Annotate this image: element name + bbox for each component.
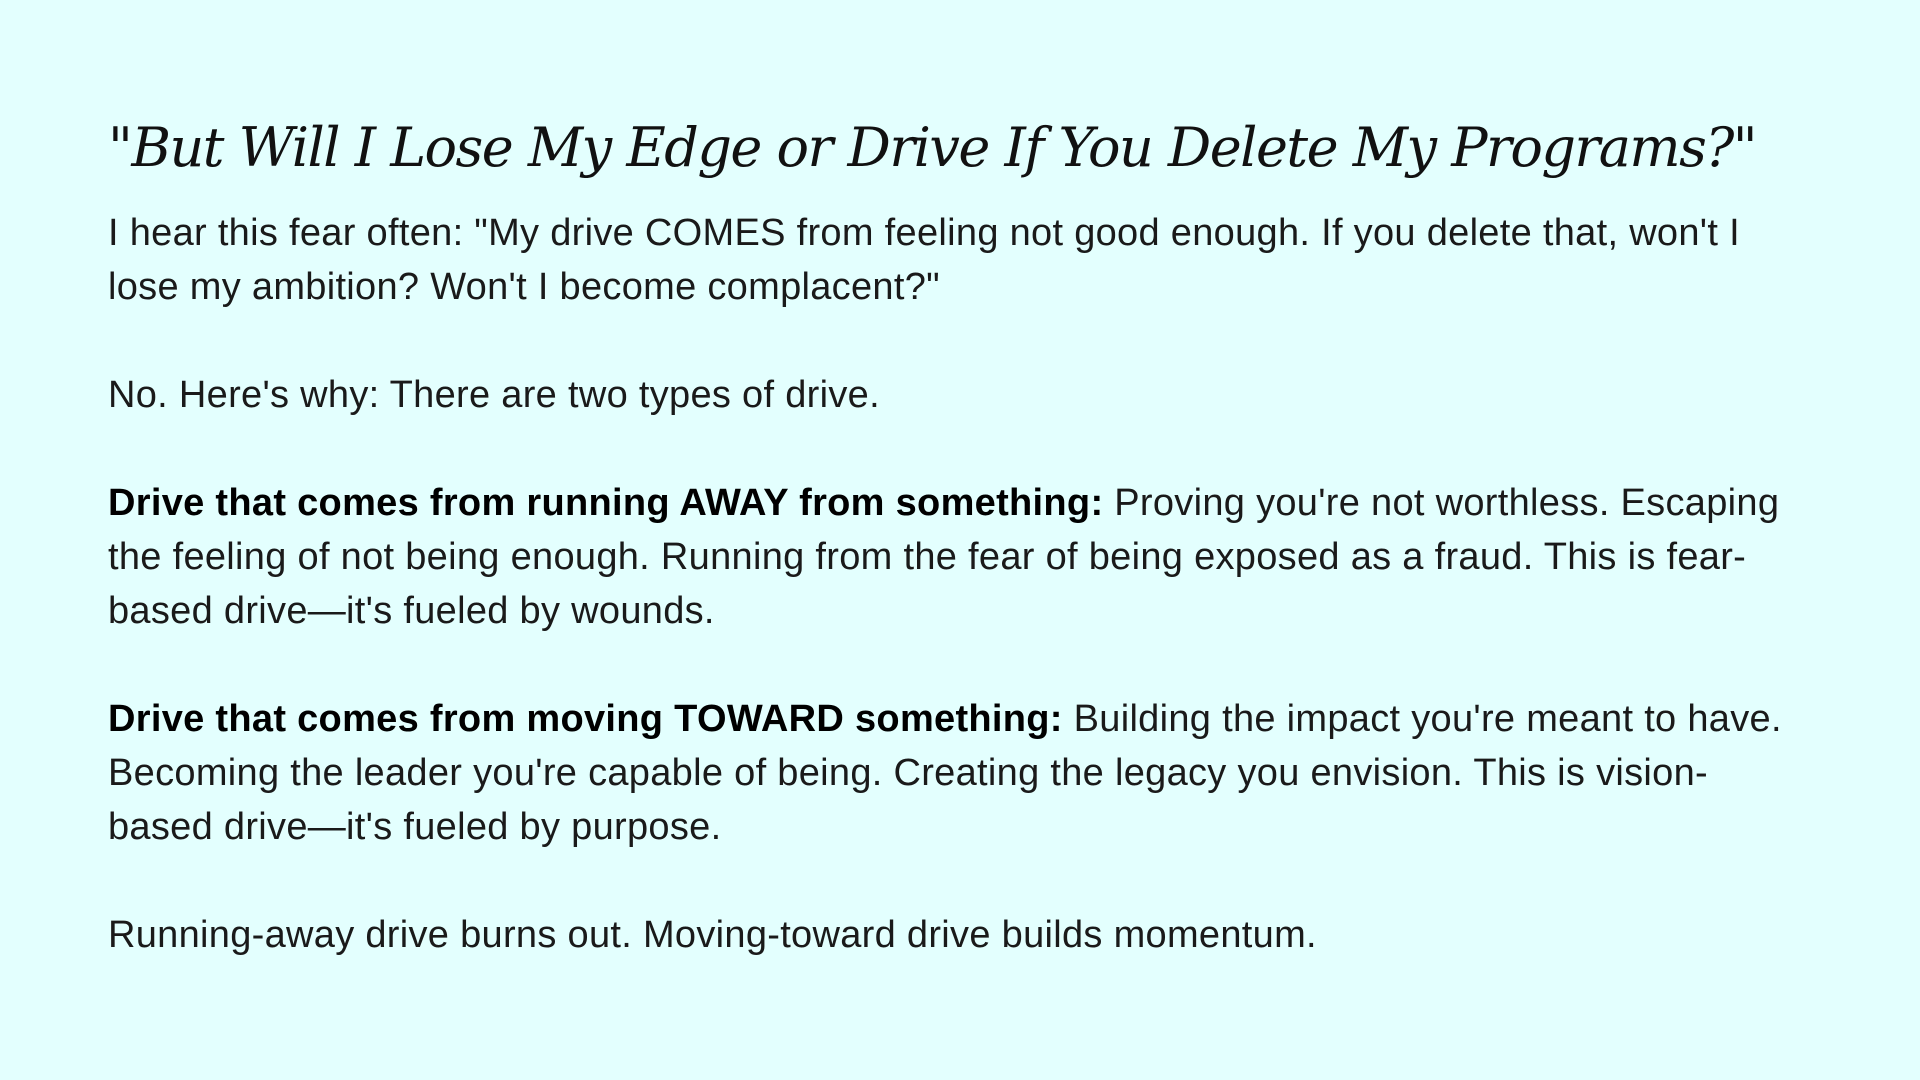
slide-body — [108, 206, 1812, 962]
slide-title: "But Will I Lose My Edge or Drive If You Delete My Programs?" — [108, 116, 1757, 179]
conclusion-paragraph: Running-away drive burns out. Moving-toward drive builds momentum. — [108, 914, 1317, 956]
away-drive-heading: Drive that comes from running AWAY from something: — [108, 482, 1104, 524]
intro-paragraph: I hear this fear often: "My drive COMES from feeling not good enough. If you delete that, won't I lose my ambition? Won't I become complacent?" — [108, 212, 1740, 308]
toward-drive-text: Building the impact you're meant to have. Becoming the leader you're capable of being. Creating the legacy you envision. This is vision-based drive—it's fueled by purpose. — [108, 698, 1782, 848]
answer-paragraph: No. Here's why: There are two types of drive. — [108, 374, 880, 416]
toward-drive-paragraph — [108, 692, 1812, 854]
toward-drive-heading: Drive that comes from moving TOWARD something: — [108, 698, 1063, 740]
away-drive-paragraph — [108, 476, 1812, 638]
away-drive-text: Proving you're not worthless. Escaping the feeling of not being enough. Running from the fear of being exposed as a fraud. This is fear-based drive—it's fueled by wounds. — [108, 482, 1780, 632]
